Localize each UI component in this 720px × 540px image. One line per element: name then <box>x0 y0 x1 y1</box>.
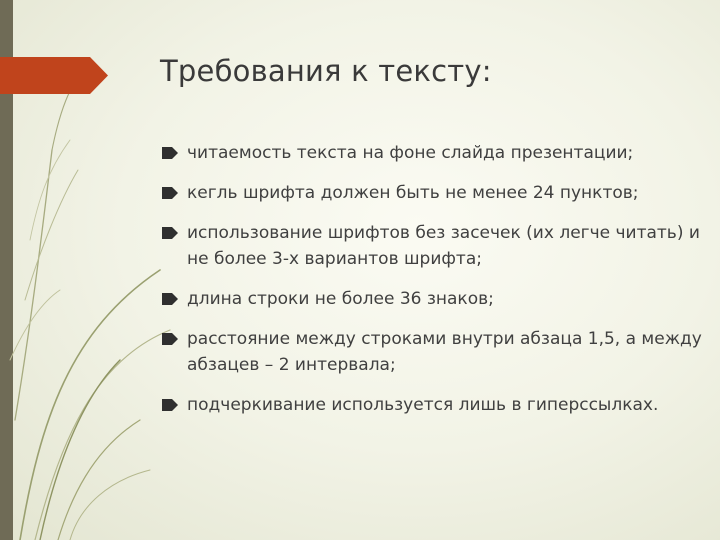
arrow-bullet-icon <box>162 293 178 305</box>
bullet-text: длина строки не более 36 знаков; <box>187 289 494 309</box>
arrow-bullet-icon <box>162 147 178 159</box>
bullet-item <box>162 220 702 272</box>
bullet-text: расстояние между строками внутри абзаца 1,5, а между абзацев – 2 интервала; <box>187 329 702 375</box>
bullet-item <box>162 326 702 378</box>
bullet-list <box>162 140 702 432</box>
bullet-text: подчеркивание используется лишь в гиперссылках. <box>187 395 659 415</box>
arrow-bullet-icon <box>162 399 178 411</box>
arrow-bullet-icon <box>162 227 178 239</box>
bullet-item <box>162 140 702 166</box>
slide-title: Требования к тексту: <box>160 54 492 88</box>
bullet-text: читаемость текста на фоне слайда презентации; <box>187 143 634 163</box>
bullet-item <box>162 286 702 312</box>
bullet-text: использование шрифтов без засечек (их легче читать) и не более 3-х вариантов шрифта; <box>187 223 700 269</box>
bullet-item <box>162 392 702 418</box>
arrow-bullet-icon <box>162 333 178 345</box>
bullet-text: кегль шрифта должен быть не менее 24 пунктов; <box>187 183 639 203</box>
bullet-item <box>162 180 702 206</box>
arrow-bullet-icon <box>162 187 178 199</box>
title-accent-tab <box>0 57 108 94</box>
